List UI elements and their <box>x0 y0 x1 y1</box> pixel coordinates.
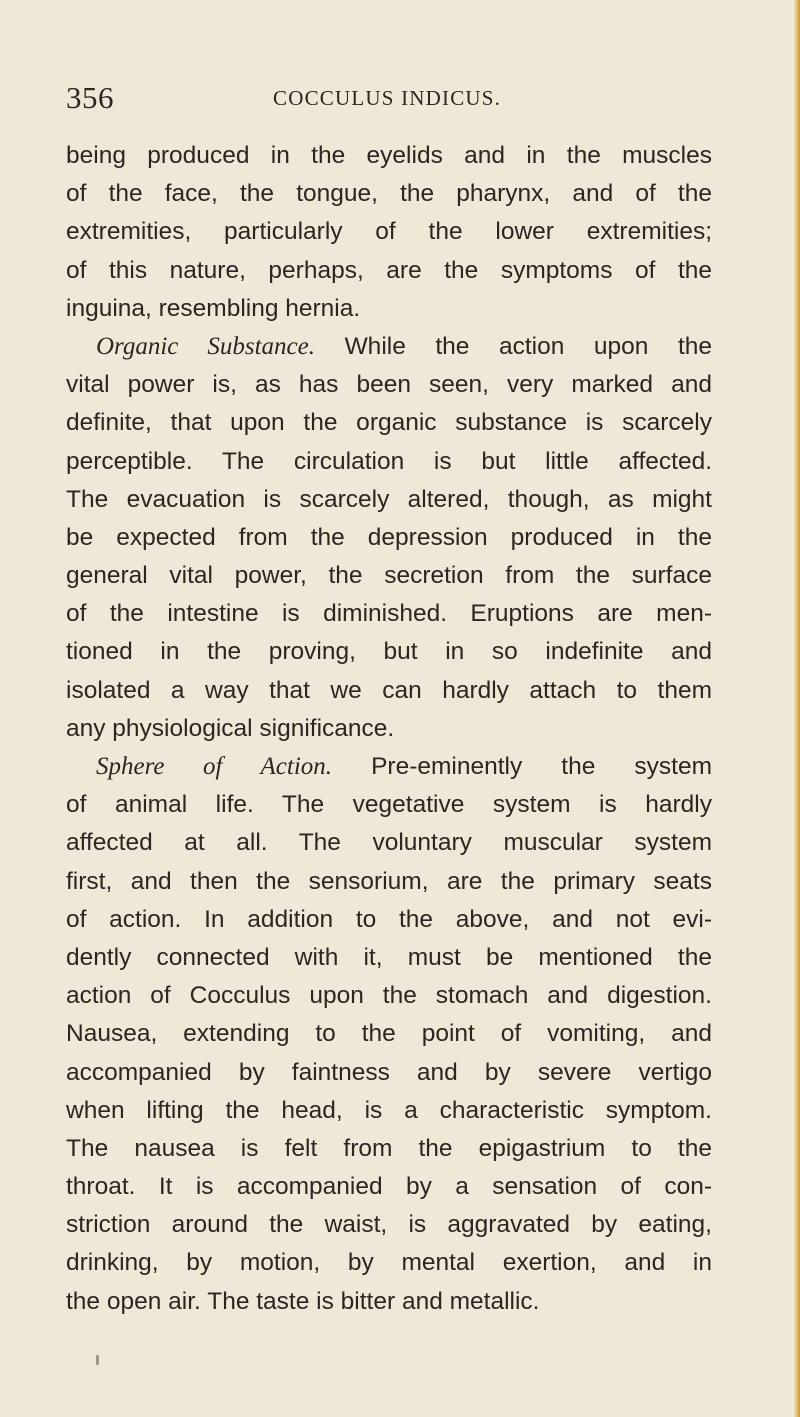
text-line: striction around the waist, is aggravated by eating, <box>66 1211 712 1239</box>
text-line: vital power is, as has been seen, very marked and <box>66 371 712 399</box>
text-line: of the intestine is diminished. Eruptions are men- <box>66 600 712 628</box>
text-line: accompanied by faintness and by severe vertigo <box>66 1058 712 1086</box>
running-head: COCCULUS INDICUS. <box>273 86 502 110</box>
text-line: when lifting the head, is a characteristic symptom. <box>66 1096 712 1124</box>
text-line: of action. In addition to the above, and not evi- <box>66 905 712 933</box>
text-line: affected at all. The voluntary muscular system <box>66 829 712 857</box>
text-line: The evacuation is scarcely altered, though, as might <box>66 485 712 513</box>
page-header <box>66 78 746 118</box>
section-heading-sphere-of-action: Sphere of Action. <box>96 753 333 780</box>
page-edge <box>794 0 800 1417</box>
body-text <box>66 137 712 1321</box>
text-fragment: Pre-eminently the system <box>371 753 713 780</box>
text-line: being produced in the eyelids and in the muscles <box>66 142 712 169</box>
text-line: perceptible. The circulation is but little affected. <box>66 447 712 475</box>
text-line: definite, that upon the organic substance is scarcely <box>66 409 712 437</box>
paragraph-first-line <box>66 328 712 366</box>
text-line: of animal life. The vegetative system is hardly <box>66 791 712 819</box>
text-line: of the face, the tongue, the pharynx, and of the <box>66 180 712 208</box>
paragraph-first-line <box>66 748 712 786</box>
text-line: any physiological significance. <box>66 714 395 742</box>
text-line: Nausea, extending to the point of vomiting, and <box>66 1020 712 1048</box>
text-line: action of Cocculus upon the stomach and digestion. <box>66 982 712 1010</box>
section-heading-organic-substance: Organic Substance. <box>96 332 316 360</box>
text-line: tioned in the proving, but in so indefinite and <box>66 638 712 666</box>
text-line: inguina, resembling hernia. <box>66 294 361 322</box>
text-line: extremities, particularly of the lower extremities; <box>66 218 712 246</box>
text-line: isolated a way that we can hardly attach to them <box>66 676 712 704</box>
text-line: The nausea is felt from the epigastrium to the <box>66 1134 712 1162</box>
text-line: general vital power, the secretion from the surface <box>66 562 712 590</box>
text-line: dently connected with it, must be mentioned the <box>66 943 712 971</box>
text-line: the open air. The taste is bitter and metallic. <box>66 1287 540 1315</box>
ink-speck <box>96 1355 99 1365</box>
text-line: first, and then the sensorium, are the primary seats <box>66 867 712 895</box>
text-fragment: While the action upon the <box>344 332 712 360</box>
text-line: be expected from the depression produced in the <box>66 523 712 551</box>
page-number: 356 <box>66 80 114 115</box>
text-line: of this nature, perhaps, are the symptoms of the <box>66 256 712 284</box>
text-line: drinking, by motion, by mental exertion, and in <box>66 1249 712 1277</box>
text-line: throat. It is accompanied by a sensation of con- <box>66 1173 712 1201</box>
